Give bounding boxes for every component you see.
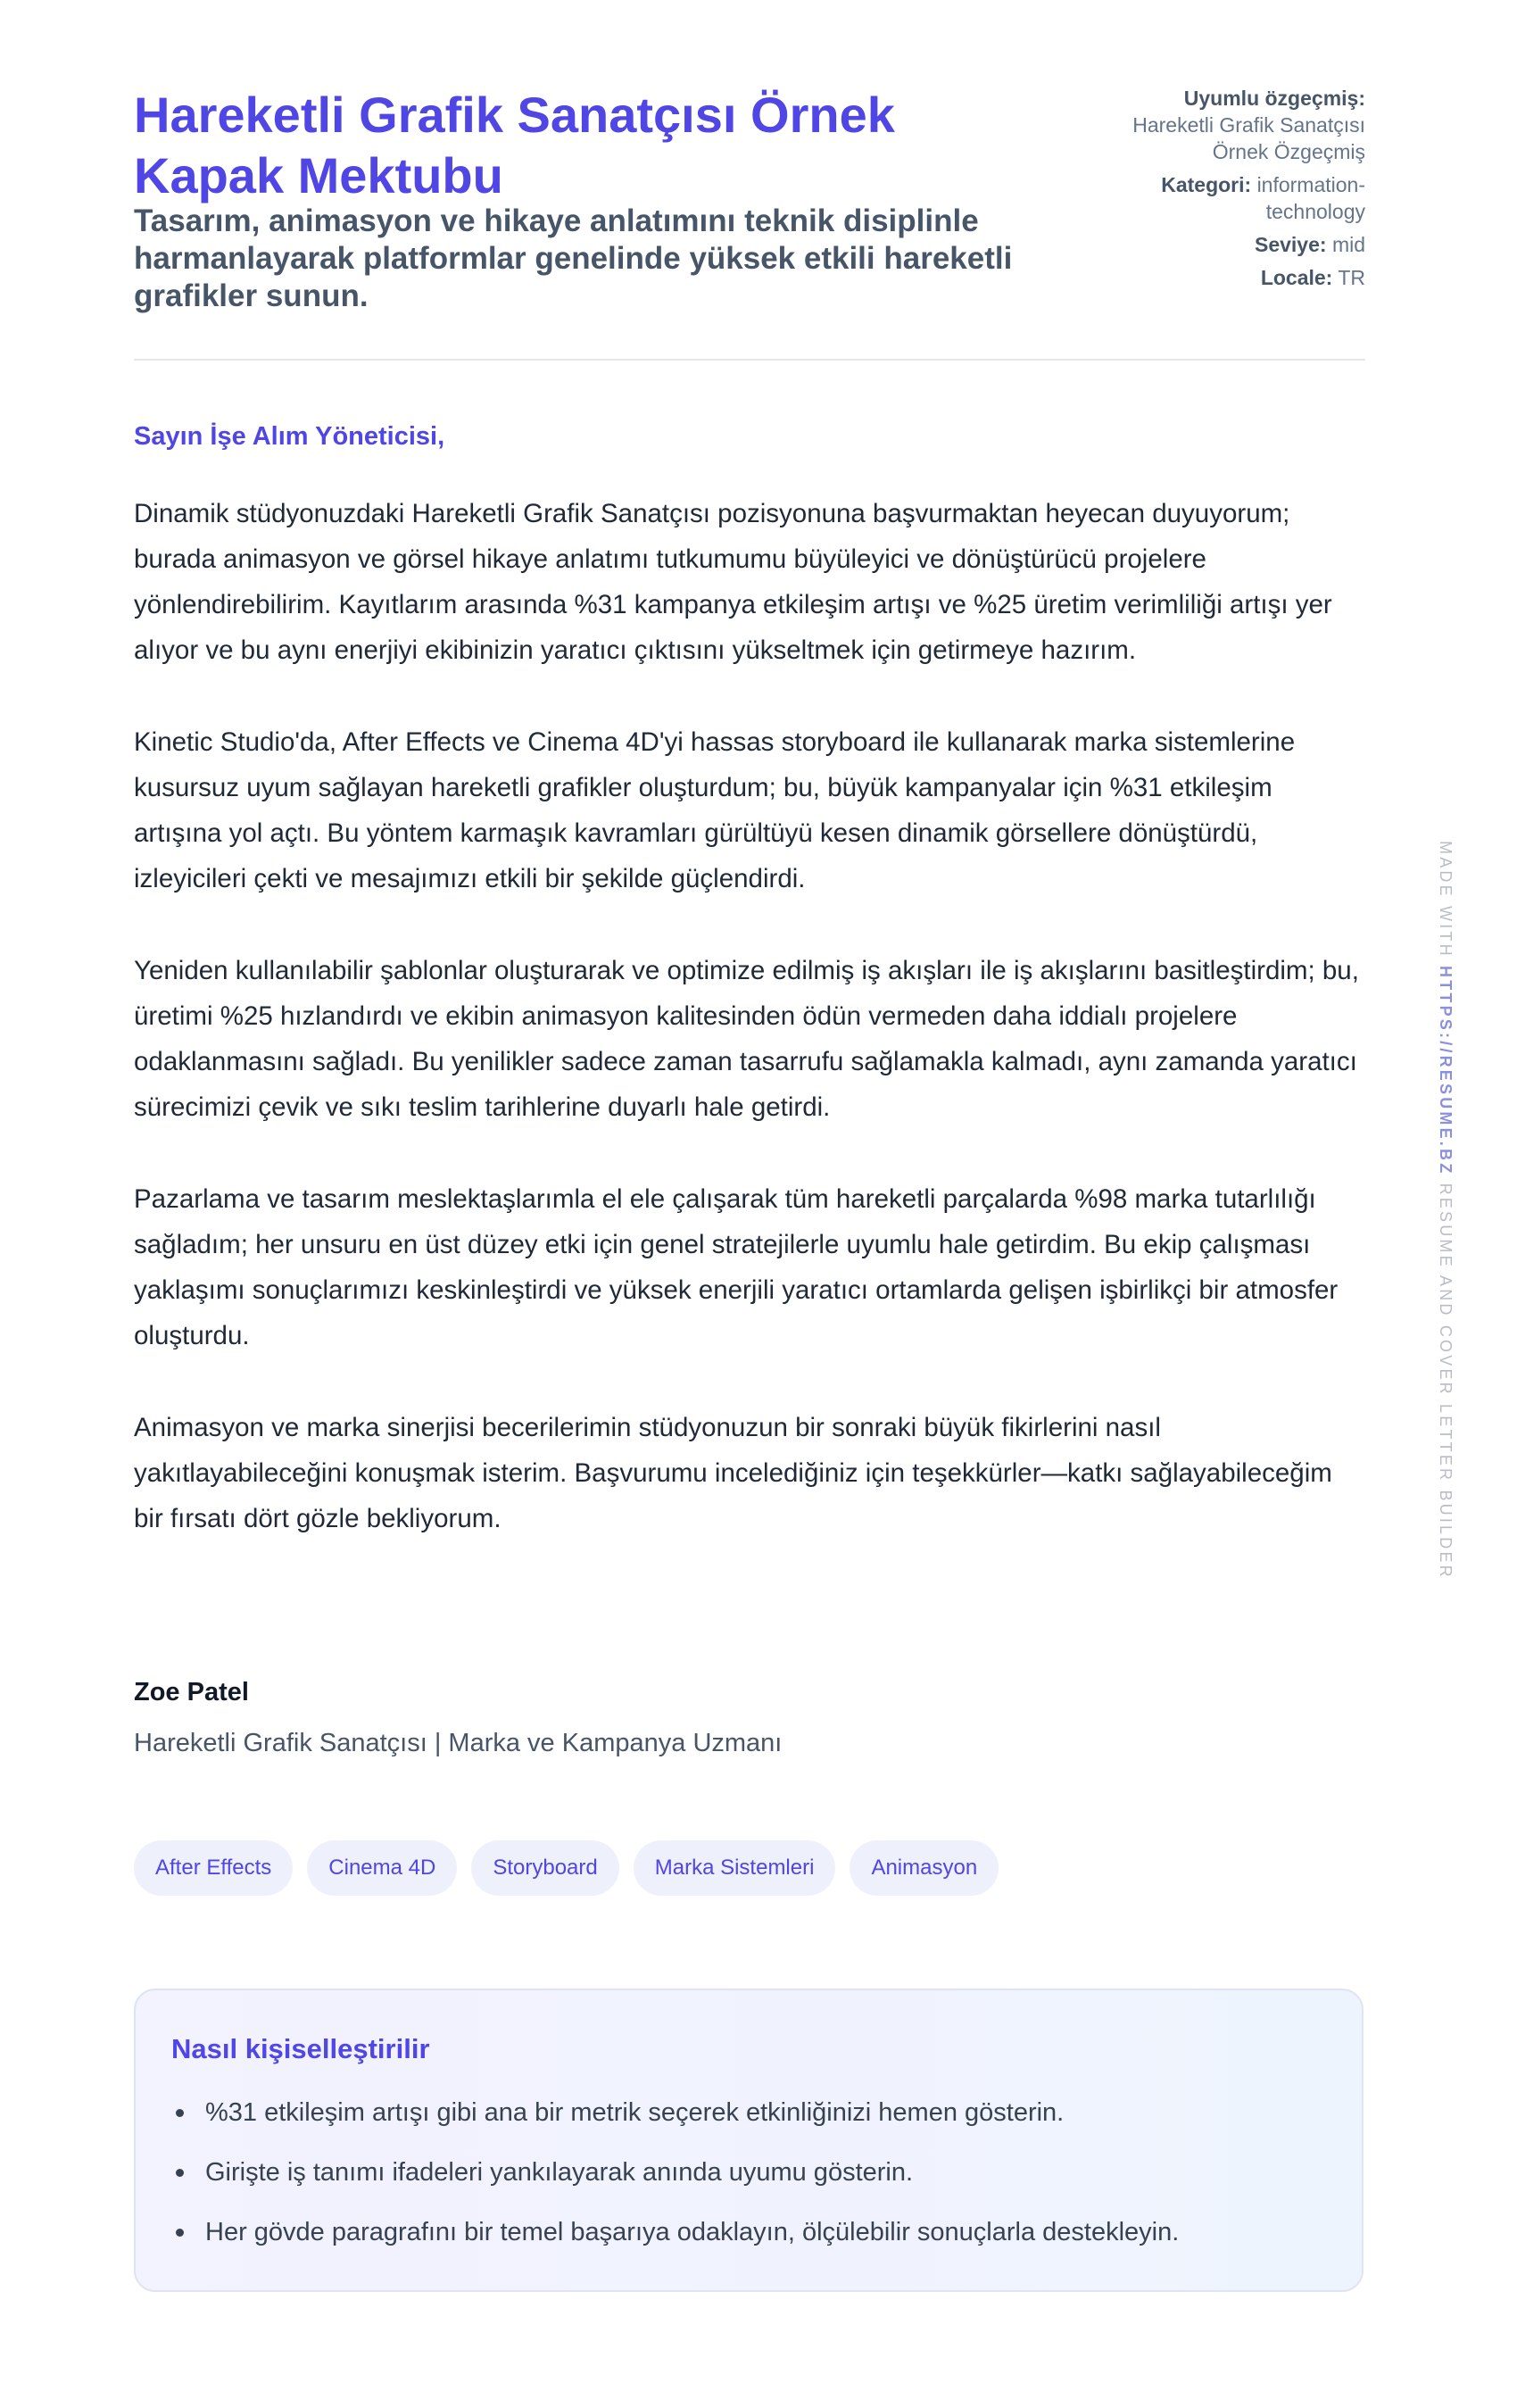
page-subtitle: Tasarım, animasyon ve hikaye anlatımını teknik disiplinle harmanlayarak platformlar genelinde yüksek etkili hareketli grafikler sunun. [134, 203, 1013, 313]
meta-locale-label: Locale: [1260, 266, 1333, 289]
tip-item: Her gövde paragrafını bir temel başarıya odaklayın, ölçülebilir sonuçlarla destekleyin. [171, 2217, 1179, 2247]
page-title: Hareketli Grafik Sanatçısı Örnek Kapak Mektubu [134, 87, 895, 203]
skill-tag: Animasyon [850, 1840, 999, 1896]
watermark-suffix: RESUME AND COVER LETTER BUILDER [1437, 1183, 1455, 1580]
letter-paragraph: Yeniden kullanılabilir şablonlar oluşturarak ve optimize edilmiş iş akışları ile iş akışlarını basitleştirdim; bu, üretimi %25 hızlandırdı ve ekibin animasyon kalitesinden ödün vermeden daha iddialı projelere odaklanmasını sağladı. Bu yenilikler sadece zaman tasarrufu sağlamakla kalmadı, aynı zamanda yaratıcı sürecimizi çevik ve sıkı teslim tarihlerine duyarlı hale getirdi. [134, 956, 1359, 1122]
meta-category-value: information-technology [1256, 173, 1365, 223]
skill-tag: After Effects [134, 1840, 293, 1896]
personalization-tips [134, 1989, 1364, 2292]
meta-resume [1080, 85, 1365, 165]
salutation: Sayın İşe Alım Yöneticisi, [134, 422, 445, 451]
letter-paragraph: Kinetic Studio'da, After Effects ve Cinema 4D'yi hassas storyboard ile kullanarak marka sistemlerine kusursuz uyum sağlayan hareketli grafikler oluşturdum; bu, büyük kampanyalar için %31 etkileşim artışına yol açtı. Bu yöntem karmaşık kavramları gürültüyü kesen dinamik görsellere dönüştürdü, izleyicileri çekti ve mesajımızı etkili bir şekilde güçlendirdi. [134, 727, 1296, 893]
meta-level-value: mid [1331, 233, 1365, 256]
letter-paragraph: Dinamik stüdyonuzdaki Hareketli Grafik Sanatçısı pozisyonuna başvurmaktan heyecan duyuyorum; burada animasyon ve görsel hikaye anlatımı tutkumumu büyüleyici ve dönüştürücü projelere yönlendirebilirim. Kayıtlarım arasında %31 kampanya etkileşim artışı ve %25 üretim verimliliği artışı yer alıyor ve bu aynı enerjiyi ekibinizin yaratıcı çıktısını yükseltmek için getirmeye hazırım. [134, 499, 1332, 665]
tip-item: Girişte iş tanımı ifadeleri yankılayarak anında uyumu gösterin. [171, 2157, 1179, 2188]
letter-paragraph: Animasyon ve marka sinerjisi becerilerimin stüdyonuzun bir sonraki büyük fikirlerini nasıl yakıtlayabileceğini konuşmak isterim. Başvurumu incelediğiniz için teşekkürler—katkı sağlayabileceğim bir fırsatı dört gözle bekliyorum. [134, 1413, 1332, 1533]
tips-title: Nasıl kişiselleştirilir [171, 2033, 430, 2064]
watermark-link[interactable]: HTTPS://RESUME.BZ [1437, 966, 1455, 1176]
signature-name: Zoe Patel [134, 1678, 249, 1706]
header-divider [134, 359, 1365, 361]
page-header [134, 85, 1365, 361]
skill-tag: Marka Sistemleri [634, 1840, 836, 1896]
letter-paragraph: Pazarlama ve tasarım meslektaşlarımla el ele çalışarak tüm hareketli parçalarda %98 marka tutarlılığı sağladım; her unsuru en üst düzey etki için genel stratejilerle uyumlu hale getirdim. Bu ekip çalışması yaklaşımı sonuçlarımızı keskinleştirdi ve yüksek enerjili yaratıcı ortamlarda gelişen işbirlikçi bir atmosfer oluşturdu. [134, 1184, 1339, 1350]
tips-list [171, 2097, 1179, 2277]
watermark-prefix: MADE WITH [1437, 841, 1455, 959]
meta-category [1080, 171, 1365, 225]
meta-level-label: Seviye: [1254, 233, 1327, 256]
meta-resume-value[interactable]: Hareketli Grafik Sanatçısı Örnek Özgeçmiş [1132, 113, 1365, 163]
meta-category-label: Kategori: [1161, 173, 1252, 196]
meta-level [1080, 231, 1365, 258]
signature-title: Hareketli Grafik Sanatçısı | Marka ve Kampanya Uzmanı [134, 1729, 783, 1757]
meta-panel [1080, 85, 1365, 297]
meta-resume-label: Uyumlu özgeçmiş: [1183, 87, 1365, 110]
tip-item: %31 etkileşim artışı gibi ana bir metrik seçerek etkinliğinizi hemen gösterin. [171, 2097, 1179, 2128]
skill-tag: Cinema 4D [307, 1840, 457, 1896]
watermark [1435, 841, 1455, 1580]
skill-tags [134, 1840, 999, 1896]
skill-tag: Storyboard [471, 1840, 618, 1896]
letter-body [134, 491, 1365, 1588]
meta-locale-value: TR [1338, 266, 1365, 289]
meta-locale [1080, 264, 1365, 291]
